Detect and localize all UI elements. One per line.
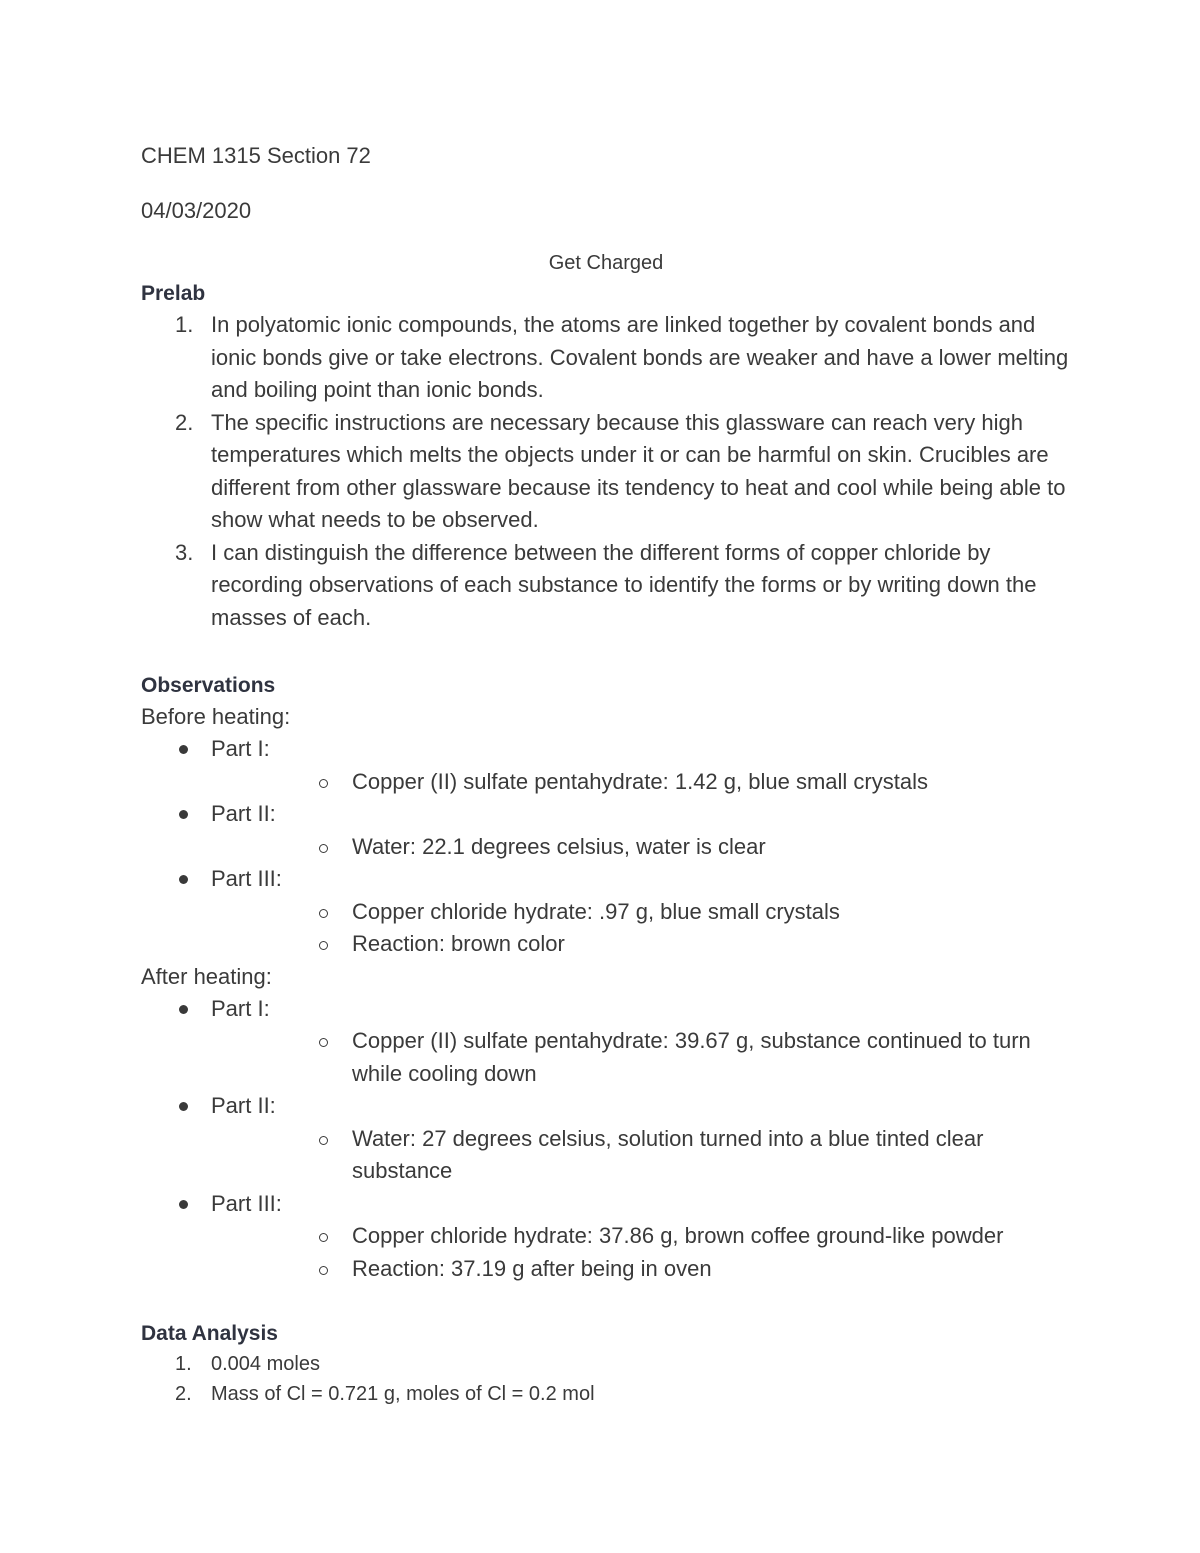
document-title: Get Charged: [548, 252, 664, 274]
document-page: [141, 140, 1071, 1409]
sub-list: [211, 1025, 1071, 1090]
list-number: 2.: [175, 409, 194, 435]
prelab-list: [141, 309, 1071, 634]
part-label: Part II:: [211, 1093, 276, 1118]
list-text: Mass of Cl = 0.721 g, moles of Cl = 0.2 mol: [211, 1383, 595, 1405]
sub-list: [211, 1220, 1071, 1285]
list-item: [141, 993, 1071, 1091]
bullet-icon: [179, 1005, 188, 1014]
list-number: 2.: [175, 1383, 192, 1405]
part-label: Part III:: [211, 866, 282, 891]
bullet-icon: [179, 810, 188, 819]
observation-text: Reaction: brown color: [352, 931, 565, 956]
observation-text: Copper chloride hydrate: 37.86 g, brown coffee ground-like powder: [352, 1223, 1004, 1248]
observation-text: Copper chloride hydrate: .97 g, blue small crystals: [352, 898, 840, 924]
course-line: CHEM 1315 Section 72: [141, 143, 371, 168]
part-label: Part III:: [211, 1190, 282, 1216]
list-item: [141, 733, 1071, 798]
before-heating-label: Before heating:: [141, 704, 291, 729]
observation-text: Reaction: 37.19 g after being in oven: [352, 1255, 712, 1281]
circle-bullet-icon: [319, 1038, 328, 1047]
list-text: In polyatomic ionic compounds, the atoms are linked together by covalent bonds and ionic bonds give or take electrons. Covalent bonds are weaker and have a lower melting and boiling point than ionic bonds.: [211, 312, 1069, 402]
sub-list-item: [211, 1220, 1071, 1253]
sub-list-item: [211, 1253, 1071, 1286]
list-item: [141, 1188, 1071, 1286]
list-item: [141, 863, 1071, 961]
sub-list-item: [211, 928, 1071, 961]
before-heating-list: [141, 733, 1071, 961]
part-label: Part II:: [211, 801, 276, 826]
bullet-icon: [179, 1200, 188, 1209]
list-number: 1.: [175, 312, 194, 337]
sub-list: [211, 831, 1071, 864]
list-item: [141, 1349, 1071, 1379]
sub-list-item: [211, 896, 1071, 929]
data-analysis-list: [141, 1349, 1071, 1409]
list-item: [141, 1379, 1071, 1409]
bullet-icon: [179, 745, 188, 754]
list-item: [141, 537, 1071, 635]
after-heating-label: After heating:: [141, 963, 272, 989]
observation-text: Copper (II) sulfate pentahydrate: 39.67 g, substance continued to turn while cooling down: [352, 1028, 1031, 1086]
sub-list-item: [211, 766, 1071, 799]
list-item: [141, 798, 1071, 863]
list-text: I can distinguish the difference between the different forms of copper chloride by recording observations of each substance to identify the forms or by writing down the masses of each.: [211, 539, 1037, 630]
circle-bullet-icon: [319, 779, 328, 788]
circle-bullet-icon: [319, 909, 328, 918]
sub-list: [211, 896, 1071, 961]
bullet-icon: [179, 1102, 188, 1111]
sub-list-item: [211, 1025, 1071, 1090]
bullet-icon: [179, 875, 188, 884]
observations-heading: Observations: [141, 674, 276, 697]
sub-list-item: [211, 1123, 1071, 1188]
prelab-heading: Prelab: [141, 282, 206, 305]
circle-bullet-icon: [319, 844, 328, 853]
list-item: [141, 407, 1071, 537]
date-line: 04/03/2020: [141, 198, 252, 223]
circle-bullet-icon: [319, 1266, 328, 1275]
sub-list: [211, 1123, 1071, 1188]
circle-bullet-icon: [319, 1233, 328, 1242]
circle-bullet-icon: [319, 941, 328, 950]
sub-list-item: [211, 831, 1071, 864]
observation-text: Water: 27 degrees celsius, solution turned into a blue tinted clear substance: [352, 1125, 984, 1183]
list-number: 1.: [175, 1353, 192, 1375]
sub-list: [211, 766, 1071, 799]
list-number: 3.: [175, 539, 194, 565]
observation-text: Water: 22.1 degrees celsius, water is clear: [352, 833, 766, 859]
part-label: Part I:: [211, 995, 270, 1021]
circle-bullet-icon: [319, 1136, 328, 1145]
after-heating-list: [141, 993, 1071, 1286]
list-item: [141, 1090, 1071, 1188]
list-text: 0.004 moles: [211, 1353, 320, 1375]
observation-text: Copper (II) sulfate pentahydrate: 1.42 g, blue small crystals: [352, 768, 928, 794]
list-text: The specific instructions are necessary because this glassware can reach very high temperatures which melts the objects under it or can be harmful on skin. Crucibles are different from other glassware because its tendency to heat and cool while being able to show what needs to be observed.: [211, 409, 1066, 532]
part-label: Part I:: [211, 736, 270, 761]
data-analysis-heading: Data Analysis: [141, 1322, 278, 1345]
list-item: [141, 309, 1071, 407]
